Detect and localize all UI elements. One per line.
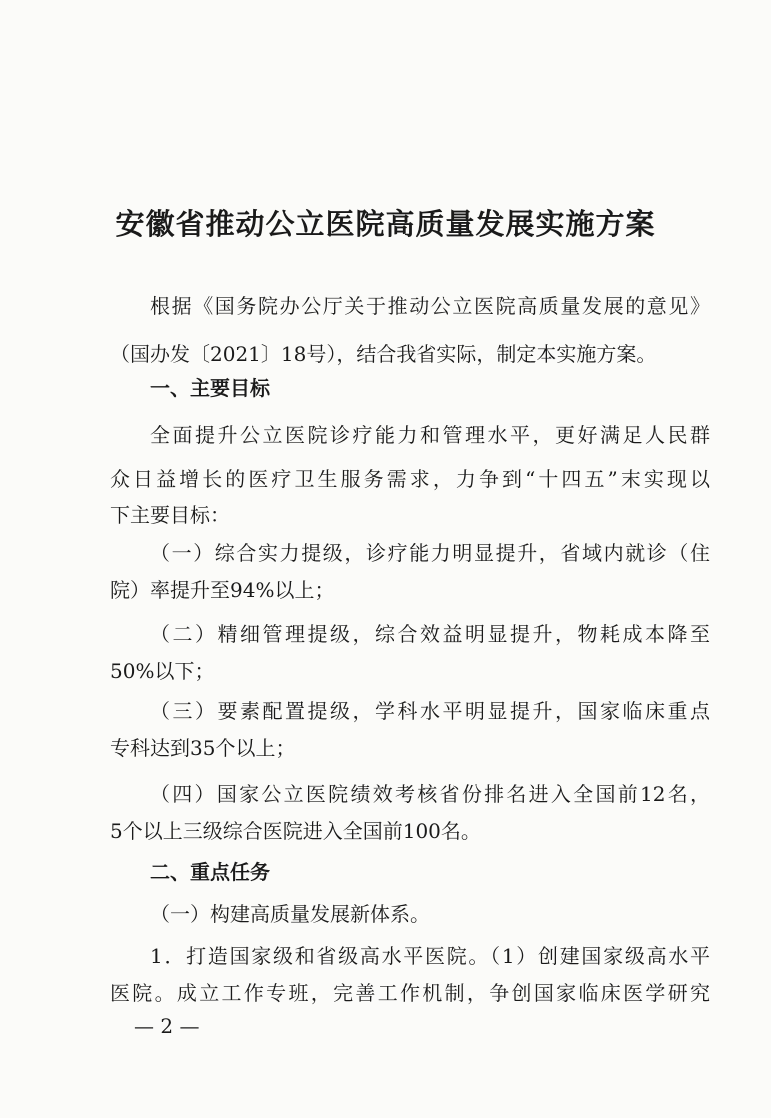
goal-3-line-2: 专科达到35个以上；: [110, 736, 296, 760]
task-subheading-1: （一）构建高质量发展新体系。: [150, 902, 430, 926]
goals-text-line-2: 众日益增长的医疗卫生服务需求，力争到“十四五”末实现以: [110, 467, 710, 491]
intro-line-1: 根据《国务院办公厅关于推动公立医院高质量发展的意见》: [150, 294, 710, 318]
goal-2-line-2: 50%以下；: [110, 659, 215, 683]
goal-3-line-1: （三）要素配置提级，学科水平明显提升，国家临床重点: [150, 699, 710, 723]
task-item-1-line-1: 1．打造国家级和省级高水平医院。（1）创建国家级高水平: [150, 944, 710, 968]
page-number: — 2 —: [134, 1014, 200, 1038]
goal-1-line-2: 院）率提升至94%以上；: [110, 578, 335, 602]
goal-1-line-1: （一）综合实力提级，诊疗能力明显提升，省域内就诊（住: [150, 541, 710, 565]
section-heading-goals: 一、主要目标: [150, 376, 270, 400]
goal-4-line-1: （四）国家公立医院绩效考核省份排名进入全国前12名，: [150, 782, 710, 806]
goal-2-line-1: （二）精细管理提级，综合效益明显提升，物耗成本降至: [150, 622, 710, 646]
document-title: 安徽省推动公立医院高质量发展实施方案: [115, 207, 656, 241]
task-item-1-line-2: 医院。成立工作专班，完善工作机制，争创国家临床医学研究: [110, 981, 710, 1005]
goals-text-line-1: 全面提升公立医院诊疗能力和管理水平，更好满足人民群: [150, 423, 710, 447]
section-heading-tasks: 二、重点任务: [150, 860, 270, 884]
goals-text-line-3: 下主要目标：: [110, 503, 230, 527]
goal-4-line-2: 5个以上三级综合医院进入全国前100名。: [110, 819, 481, 843]
intro-line-2: （国办发〔2021〕18号），结合我省实际，制定本实施方案。: [110, 342, 657, 366]
